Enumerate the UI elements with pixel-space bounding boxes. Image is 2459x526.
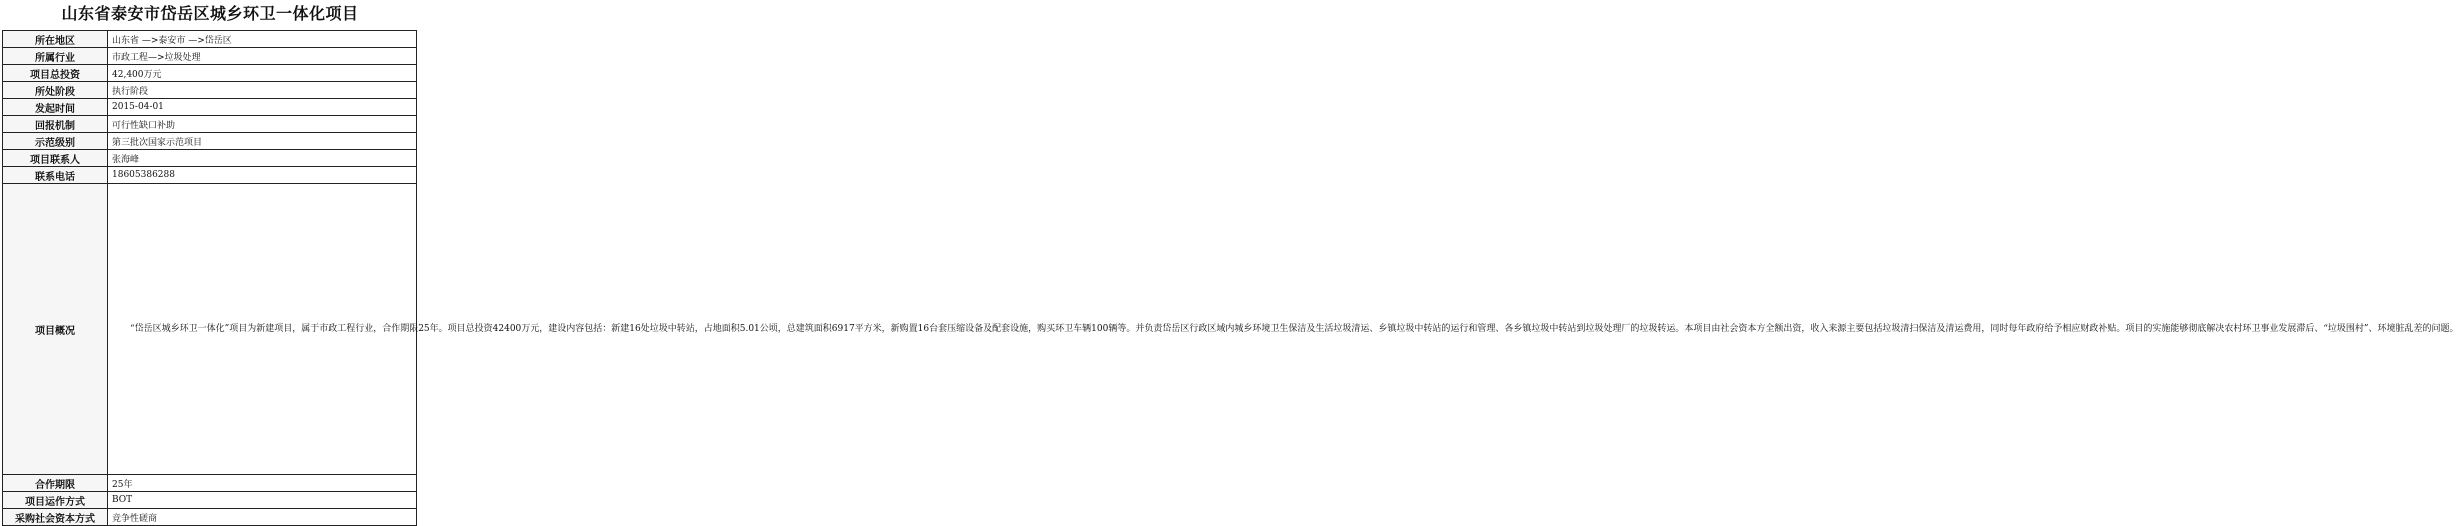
row-label-phone: 联系电话 <box>3 167 108 184</box>
row-label-start-date: 发起时间 <box>3 99 108 116</box>
row-label-contact: 项目联系人 <box>3 150 108 167</box>
row-label-procurement-method: 采购社会资本方式 <box>3 509 108 526</box>
row-value-overview: “岱岳区城乡环卫一体化”项目为新建项目，属于市政工程行业，合作期限25年。项目总投资42400万元，建设内容包括：新建16处垃圾中转站，占地面积5.01公顷，总建筑面积6917平方米，新购置16台套压缩设备及配套设施，购买环卫车辆100辆等。并负责岱岳区行政区域内城乡环境卫生保洁及生活垃圾清运、乡镇垃圾中转站的运行和管理、各乡镇垃圾中转站到垃圾处理厂的垃圾转运。本项目由社会资本方全额出资，收入来源主要包括垃圾清扫保洁及清运费用，同时每年政府给予相应财政补贴。项目的实施能够彻底解决农村环卫事业发展滞后、“垃圾围村”、环境脏乱差的问题。 <box>108 184 417 475</box>
row-label-region: 所在地区 <box>3 31 108 48</box>
row-label-demo-level: 示范级别 <box>3 133 108 150</box>
row-label-overview: 项目概况 <box>3 184 108 475</box>
table-row <box>3 31 417 48</box>
table-row <box>3 133 417 150</box>
row-label-operation-mode: 项目运作方式 <box>3 492 108 509</box>
row-value-total-investment: 42,400万元 <box>108 65 417 82</box>
table-row <box>3 82 417 99</box>
row-value-return-mechanism: 可行性缺口补助 <box>108 116 417 133</box>
row-value-procurement-method: 竞争性磋商 <box>108 509 417 526</box>
row-label-total-investment: 项目总投资 <box>3 65 108 82</box>
row-value-industry: 市政工程—>垃圾处理 <box>108 48 417 65</box>
page-title: 山东省泰安市岱岳区城乡环卫一体化项目 <box>61 4 359 23</box>
table-row <box>3 99 417 116</box>
table-row <box>3 48 417 65</box>
row-value-demo-level: 第三批次国家示范项目 <box>108 133 417 150</box>
row-value-start-date: 2015-04-01 <box>108 99 417 116</box>
row-label-industry: 所属行业 <box>3 48 108 65</box>
row-label-return-mechanism: 回报机制 <box>3 116 108 133</box>
row-label-term: 合作期限 <box>3 475 108 492</box>
table-row-overview <box>3 184 417 475</box>
row-value-phone: 18605386288 <box>108 167 417 184</box>
table-row <box>3 167 417 184</box>
table-row <box>3 475 417 492</box>
table-row <box>3 509 417 526</box>
project-info-table <box>2 30 2459 526</box>
row-value-term: 25年 <box>108 475 417 492</box>
row-value-contact: 张海峰 <box>108 150 417 167</box>
row-value-stage: 执行阶段 <box>108 82 417 99</box>
table-row <box>3 150 417 167</box>
row-value-operation-mode: BOT <box>108 492 417 509</box>
table-row <box>3 116 417 133</box>
row-label-stage: 所处阶段 <box>3 82 108 99</box>
table-row <box>3 65 417 82</box>
table-row <box>3 492 417 509</box>
row-value-region: 山东省 —>泰安市 —>岱岳区 <box>108 31 417 48</box>
